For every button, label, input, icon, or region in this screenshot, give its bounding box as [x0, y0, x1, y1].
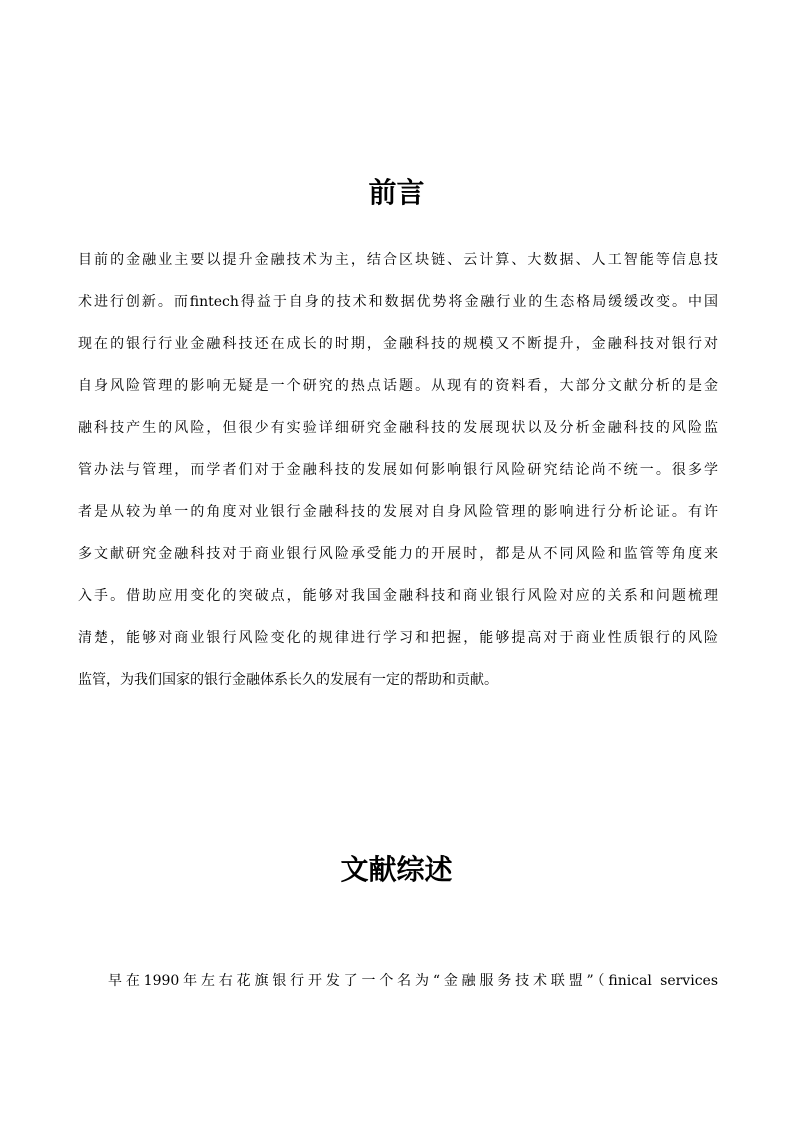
preface-line-6: 管办法与管理，而学者们对于金融科技的发展如何影响银行风险研究结论尚不统一。很多学: [78, 462, 718, 478]
preface-line-4: 自身风险管理的影响无疑是一个研究的热点话题。从现有的资料看，大部分文献分析的是金: [78, 378, 718, 394]
literature-review-heading: 文献综述: [340, 853, 453, 886]
preface-line-10: 清楚，能够对商业银行风险变化的规律进行学习和把握，能够提高对于商业性质银行的风险: [78, 630, 718, 646]
preface-line-1: 目前的金融业主要以提升金融技术为主，结合区块链、云计算、大数据、人工智能等信息技: [78, 252, 718, 268]
preface-line-11: 监管，为我们国家的银行金融体系长久的发展有一定的帮助和贡献。: [78, 672, 498, 688]
preface-line-2: 术进行创新。而fintech得益于自身的技术和数据优势将金融行业的生态格局缓缓改变。中国: [78, 294, 718, 310]
preface-line-7: 者是从较为单一的角度对业银行金融科技的发展对自身风险管理的影响进行分析论证。有许: [78, 504, 718, 520]
preface-line-3: 现在的银行行业金融科技还在成长的时期，金融科技的规模又不断提升，金融科技对银行对: [78, 336, 718, 352]
preface-line-9: 入手。借助应用变化的突破点，能够对我国金融科技和商业银行风险对应的关系和问题梳理: [78, 588, 718, 604]
review-line-1: 早在1990年左右花旗银行开发了一个名为“金融服务技术联盟”（finical services: [108, 973, 718, 989]
preface-line-5: 融科技产生的风险，但很少有实验详细研究金融科技的发展现状以及分析金融科技的风险监: [78, 420, 718, 436]
preface-line-8: 多文献研究金融科技对于商业银行风险承受能力的开展时，都是从不同风险和监管等角度来: [78, 546, 718, 562]
preface-heading: 前言: [368, 176, 425, 209]
